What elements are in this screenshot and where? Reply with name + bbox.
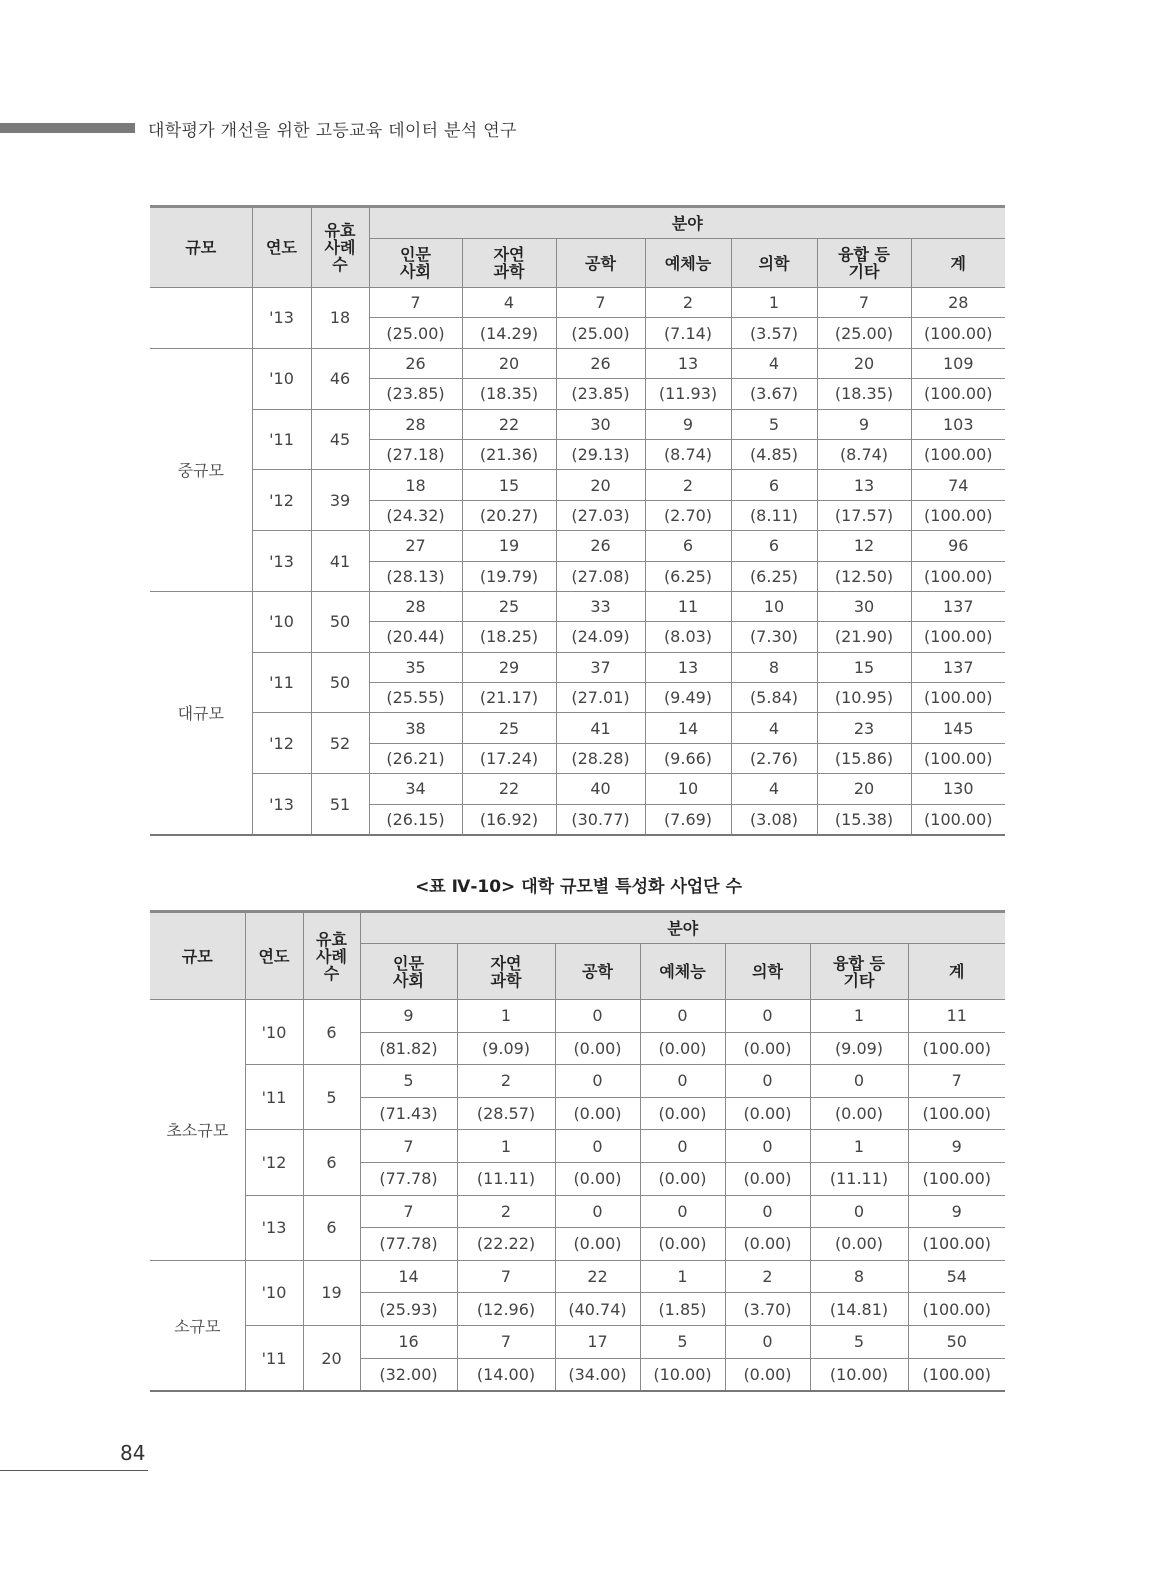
percent-cell: (0.00) — [555, 1228, 640, 1261]
percent-cell: (0.00) — [555, 1162, 640, 1195]
count-cell: 4 — [731, 348, 817, 378]
year-cell: '10 — [252, 348, 311, 409]
cases-cell: 6 — [303, 1195, 360, 1260]
count-cell: 103 — [911, 409, 1005, 439]
count-cell: 25 — [462, 713, 556, 743]
year-cell: '12 — [252, 470, 311, 531]
count-cell: 41 — [556, 713, 645, 743]
count-cell: 0 — [555, 1195, 640, 1228]
table-row — [150, 1260, 1005, 1293]
percent-cell: (3.70) — [725, 1293, 810, 1326]
percent-cell: (0.00) — [555, 1032, 640, 1065]
percent-cell: (11.93) — [645, 379, 731, 409]
count-cell: 0 — [725, 1000, 810, 1033]
count-cell: 6 — [645, 531, 731, 561]
column-header-year: 연도 — [252, 207, 311, 288]
count-cell: 5 — [640, 1325, 725, 1358]
count-cell: 6 — [731, 531, 817, 561]
cases-cell: 18 — [311, 288, 369, 349]
count-cell: 22 — [462, 409, 556, 439]
count-cell: 74 — [911, 470, 1005, 500]
count-cell: 9 — [360, 1000, 457, 1033]
count-cell: 0 — [555, 1000, 640, 1033]
percent-cell: (100.00) — [908, 1358, 1005, 1391]
count-cell: 15 — [817, 652, 911, 682]
table-row — [150, 1130, 1005, 1163]
count-cell: 2 — [457, 1195, 555, 1228]
table-field-by-size-continued — [150, 205, 1005, 836]
count-cell: 54 — [908, 1260, 1005, 1293]
count-cell: 9 — [817, 409, 911, 439]
percent-cell: (25.00) — [817, 318, 911, 348]
page-number: 84 — [120, 1441, 146, 1465]
column-header-field-0: 인문 사회 — [369, 239, 462, 288]
count-cell: 18 — [369, 470, 462, 500]
count-cell: 37 — [556, 652, 645, 682]
table-row — [150, 774, 1005, 804]
column-header-field-6: 계 — [911, 239, 1005, 288]
percent-cell: (21.90) — [817, 622, 911, 652]
count-cell: 0 — [640, 1130, 725, 1163]
percent-cell: (12.50) — [817, 561, 911, 591]
percent-cell: (8.03) — [645, 622, 731, 652]
count-cell: 50 — [908, 1325, 1005, 1358]
count-cell: 7 — [457, 1325, 555, 1358]
cases-cell: 46 — [311, 348, 369, 409]
count-cell: 5 — [810, 1325, 908, 1358]
year-cell: '10 — [245, 1260, 303, 1325]
year-cell: '12 — [252, 713, 311, 774]
percent-cell: (100.00) — [911, 379, 1005, 409]
percent-cell: (77.78) — [360, 1228, 457, 1261]
column-header-size: 규모 — [150, 207, 252, 288]
count-cell: 130 — [911, 774, 1005, 804]
count-cell: 15 — [462, 470, 556, 500]
table-caption: <표 Ⅳ-10> 대학 규모별 특성화 사업단 수 — [415, 877, 742, 897]
percent-cell: (20.27) — [462, 500, 556, 530]
count-cell: 1 — [457, 1000, 555, 1033]
column-header-field-6: 계 — [908, 944, 1005, 1000]
cases-cell: 50 — [311, 591, 369, 652]
percent-cell: (17.24) — [462, 743, 556, 773]
year-cell: '11 — [245, 1325, 303, 1391]
percent-cell: (32.00) — [360, 1358, 457, 1391]
percent-cell: (100.00) — [908, 1162, 1005, 1195]
percent-cell: (4.85) — [731, 439, 817, 469]
count-cell: 7 — [369, 288, 462, 318]
column-header-cases: 유효 사례 수 — [303, 912, 360, 1000]
percent-cell: (19.79) — [462, 561, 556, 591]
percent-cell: (26.21) — [369, 743, 462, 773]
column-header-field-5: 융합 등 기타 — [817, 239, 911, 288]
year-cell: '10 — [245, 1000, 303, 1065]
count-cell: 1 — [810, 1000, 908, 1033]
count-cell: 26 — [556, 348, 645, 378]
percent-cell: (100.00) — [911, 500, 1005, 530]
percent-cell: (14.00) — [457, 1358, 555, 1391]
column-header-year: 연도 — [245, 912, 303, 1000]
count-cell: 0 — [640, 1195, 725, 1228]
percent-cell: (100.00) — [911, 683, 1005, 713]
cases-cell: 6 — [303, 1000, 360, 1065]
count-cell: 5 — [360, 1065, 457, 1098]
count-cell: 0 — [555, 1130, 640, 1163]
percent-cell: (20.44) — [369, 622, 462, 652]
count-cell: 0 — [810, 1065, 908, 1098]
percent-cell: (15.86) — [817, 743, 911, 773]
column-header-field-1: 자연 과학 — [462, 239, 556, 288]
count-cell: 2 — [645, 288, 731, 318]
count-cell: 20 — [556, 470, 645, 500]
percent-cell: (100.00) — [911, 743, 1005, 773]
percent-cell: (28.57) — [457, 1097, 555, 1130]
count-cell: 34 — [369, 774, 462, 804]
header-row — [150, 207, 1005, 239]
count-cell: 0 — [725, 1195, 810, 1228]
count-cell: 1 — [640, 1260, 725, 1293]
count-cell: 10 — [645, 774, 731, 804]
count-cell: 11 — [908, 1000, 1005, 1033]
percent-cell: (10.95) — [817, 683, 911, 713]
table-row — [150, 652, 1005, 682]
count-cell: 8 — [731, 652, 817, 682]
table-specialization-units-by-size — [150, 910, 1005, 1392]
percent-cell: (6.25) — [645, 561, 731, 591]
size-group-label: 대규모 — [150, 591, 252, 835]
count-cell: 29 — [462, 652, 556, 682]
percent-cell: (2.70) — [645, 500, 731, 530]
count-cell: 20 — [817, 774, 911, 804]
percent-cell: (8.74) — [645, 439, 731, 469]
percent-cell: (7.14) — [645, 318, 731, 348]
percent-cell: (27.18) — [369, 439, 462, 469]
percent-cell: (11.11) — [457, 1162, 555, 1195]
column-header-field-2: 공학 — [555, 944, 640, 1000]
count-cell: 14 — [360, 1260, 457, 1293]
table-row — [150, 591, 1005, 621]
percent-cell: (27.01) — [556, 683, 645, 713]
count-cell: 14 — [645, 713, 731, 743]
percent-cell: (9.09) — [810, 1032, 908, 1065]
column-header-field: 분야 — [369, 207, 1005, 239]
percent-cell: (25.00) — [556, 318, 645, 348]
percent-cell: (5.84) — [731, 683, 817, 713]
percent-cell: (100.00) — [911, 622, 1005, 652]
count-cell: 26 — [369, 348, 462, 378]
percent-cell: (12.96) — [457, 1293, 555, 1326]
percent-cell: (25.93) — [360, 1293, 457, 1326]
count-cell: 96 — [911, 531, 1005, 561]
percent-cell: (23.85) — [369, 379, 462, 409]
year-cell: '12 — [245, 1130, 303, 1195]
count-cell: 0 — [725, 1130, 810, 1163]
count-cell: 0 — [555, 1065, 640, 1098]
size-group-label — [150, 288, 252, 349]
count-cell: 4 — [462, 288, 556, 318]
percent-cell: (0.00) — [725, 1228, 810, 1261]
percent-cell: (14.29) — [462, 318, 556, 348]
count-cell: 137 — [911, 591, 1005, 621]
percent-cell: (81.82) — [360, 1032, 457, 1065]
percent-cell: (10.00) — [640, 1358, 725, 1391]
column-header-field-2: 공학 — [556, 239, 645, 288]
cases-cell: 20 — [303, 1325, 360, 1391]
count-cell: 7 — [817, 288, 911, 318]
count-cell: 9 — [645, 409, 731, 439]
cases-cell: 39 — [311, 470, 369, 531]
count-cell: 23 — [817, 713, 911, 743]
table-row — [150, 1065, 1005, 1098]
count-cell: 2 — [725, 1260, 810, 1293]
column-header-field-4: 의학 — [731, 239, 817, 288]
count-cell: 13 — [645, 348, 731, 378]
percent-cell: (3.08) — [731, 804, 817, 835]
percent-cell: (100.00) — [908, 1228, 1005, 1261]
count-cell: 0 — [725, 1325, 810, 1358]
table-header — [150, 207, 1005, 288]
percent-cell: (6.25) — [731, 561, 817, 591]
year-cell: '13 — [252, 774, 311, 835]
count-cell: 0 — [810, 1195, 908, 1228]
percent-cell: (100.00) — [911, 318, 1005, 348]
percent-cell: (24.32) — [369, 500, 462, 530]
cases-cell: 19 — [303, 1260, 360, 1325]
count-cell: 33 — [556, 591, 645, 621]
table-row — [150, 1195, 1005, 1228]
table-header — [150, 912, 1005, 1000]
column-header-field-3: 예체능 — [640, 944, 725, 1000]
count-cell: 12 — [817, 531, 911, 561]
table-row — [150, 348, 1005, 378]
percent-cell: (0.00) — [555, 1097, 640, 1130]
percent-cell: (100.00) — [908, 1293, 1005, 1326]
percent-cell: (15.38) — [817, 804, 911, 835]
percent-cell: (18.35) — [462, 379, 556, 409]
count-cell: 8 — [810, 1260, 908, 1293]
count-cell: 1 — [457, 1130, 555, 1163]
percent-cell: (23.85) — [556, 379, 645, 409]
count-cell: 7 — [457, 1260, 555, 1293]
table-body — [150, 1000, 1005, 1392]
count-cell: 9 — [908, 1195, 1005, 1228]
percent-cell: (1.85) — [640, 1293, 725, 1326]
year-cell: '11 — [252, 409, 311, 470]
count-cell: 6 — [731, 470, 817, 500]
percent-cell: (17.57) — [817, 500, 911, 530]
cases-cell: 45 — [311, 409, 369, 470]
cases-cell: 52 — [311, 713, 369, 774]
count-cell: 28 — [369, 591, 462, 621]
percent-cell: (2.76) — [731, 743, 817, 773]
table-row — [150, 531, 1005, 561]
percent-cell: (27.03) — [556, 500, 645, 530]
percent-cell: (0.00) — [725, 1097, 810, 1130]
count-cell: 35 — [369, 652, 462, 682]
count-cell: 2 — [645, 470, 731, 500]
cases-cell: 51 — [311, 774, 369, 835]
count-cell: 5 — [731, 409, 817, 439]
percent-cell: (8.11) — [731, 500, 817, 530]
table-row — [150, 1000, 1005, 1033]
percent-cell: (7.30) — [731, 622, 817, 652]
percent-cell: (100.00) — [911, 804, 1005, 835]
percent-cell: (11.11) — [810, 1162, 908, 1195]
column-header-field-3: 예체능 — [645, 239, 731, 288]
year-cell: '13 — [252, 288, 311, 349]
count-cell: 28 — [911, 288, 1005, 318]
count-cell: 1 — [731, 288, 817, 318]
percent-cell: (16.92) — [462, 804, 556, 835]
table-body — [150, 288, 1005, 836]
count-cell: 7 — [556, 288, 645, 318]
percent-cell: (14.81) — [810, 1293, 908, 1326]
column-header-size: 규모 — [150, 912, 245, 1000]
year-cell: '10 — [252, 591, 311, 652]
cases-cell: 5 — [303, 1065, 360, 1130]
count-cell: 22 — [462, 774, 556, 804]
count-cell: 11 — [645, 591, 731, 621]
percent-cell: (3.57) — [731, 318, 817, 348]
percent-cell: (28.13) — [369, 561, 462, 591]
percent-cell: (27.08) — [556, 561, 645, 591]
count-cell: 7 — [360, 1195, 457, 1228]
size-group-label: 초소규모 — [150, 1000, 245, 1261]
percent-cell: (0.00) — [725, 1032, 810, 1065]
percent-cell: (29.13) — [556, 439, 645, 469]
year-cell: '13 — [245, 1195, 303, 1260]
count-cell: 38 — [369, 713, 462, 743]
column-header-cases: 유효 사례 수 — [311, 207, 369, 288]
percent-cell: (18.35) — [817, 379, 911, 409]
count-cell: 22 — [555, 1260, 640, 1293]
table-row — [150, 288, 1005, 318]
count-cell: 145 — [911, 713, 1005, 743]
size-group-label: 중규모 — [150, 348, 252, 591]
percent-cell: (100.00) — [911, 439, 1005, 469]
footer-rule — [0, 1470, 148, 1471]
count-cell: 2 — [457, 1065, 555, 1098]
percent-cell: (9.66) — [645, 743, 731, 773]
count-cell: 0 — [640, 1065, 725, 1098]
percent-cell: (25.00) — [369, 318, 462, 348]
count-cell: 30 — [817, 591, 911, 621]
size-group-label: 소규모 — [150, 1260, 245, 1391]
count-cell: 27 — [369, 531, 462, 561]
percent-cell: (18.25) — [462, 622, 556, 652]
percent-cell: (21.17) — [462, 683, 556, 713]
year-cell: '11 — [245, 1065, 303, 1130]
percent-cell: (100.00) — [908, 1032, 1005, 1065]
percent-cell: (26.15) — [369, 804, 462, 835]
count-cell: 13 — [645, 652, 731, 682]
header-row — [150, 912, 1005, 944]
count-cell: 20 — [462, 348, 556, 378]
cases-cell: 41 — [311, 531, 369, 592]
column-header-field-1: 자연 과학 — [457, 944, 555, 1000]
year-cell: '13 — [252, 531, 311, 592]
count-cell: 26 — [556, 531, 645, 561]
percent-cell: (100.00) — [911, 561, 1005, 591]
percent-cell: (0.00) — [725, 1358, 810, 1391]
percent-cell: (0.00) — [810, 1097, 908, 1130]
table-row — [150, 1325, 1005, 1358]
percent-cell: (0.00) — [640, 1032, 725, 1065]
percent-cell: (25.55) — [369, 683, 462, 713]
percent-cell: (0.00) — [725, 1162, 810, 1195]
percent-cell: (71.43) — [360, 1097, 457, 1130]
count-cell: 1 — [810, 1130, 908, 1163]
count-cell: 40 — [556, 774, 645, 804]
table-row — [150, 409, 1005, 439]
column-header-field-0: 인문 사회 — [360, 944, 457, 1000]
percent-cell: (24.09) — [556, 622, 645, 652]
column-header-field: 분야 — [360, 912, 1005, 944]
percent-cell: (9.49) — [645, 683, 731, 713]
count-cell: 0 — [725, 1065, 810, 1098]
table-row — [150, 713, 1005, 743]
percent-cell: (0.00) — [640, 1097, 725, 1130]
count-cell: 4 — [731, 774, 817, 804]
count-cell: 16 — [360, 1325, 457, 1358]
count-cell: 9 — [908, 1130, 1005, 1163]
count-cell: 28 — [369, 409, 462, 439]
year-cell: '11 — [252, 652, 311, 713]
percent-cell: (28.28) — [556, 743, 645, 773]
count-cell: 7 — [360, 1130, 457, 1163]
count-cell: 13 — [817, 470, 911, 500]
count-cell: 7 — [908, 1065, 1005, 1098]
count-cell: 4 — [731, 713, 817, 743]
percent-cell: (40.74) — [555, 1293, 640, 1326]
running-header-title: 대학평가 개선을 위한 고등교육 데이터 분석 연구 — [148, 121, 517, 141]
count-cell: 0 — [640, 1000, 725, 1033]
count-cell: 20 — [817, 348, 911, 378]
count-cell: 19 — [462, 531, 556, 561]
count-cell: 17 — [555, 1325, 640, 1358]
percent-cell: (30.77) — [556, 804, 645, 835]
count-cell: 109 — [911, 348, 1005, 378]
count-cell: 25 — [462, 591, 556, 621]
column-header-field-5: 융합 등 기타 — [810, 944, 908, 1000]
percent-cell: (10.00) — [810, 1358, 908, 1391]
count-cell: 137 — [911, 652, 1005, 682]
percent-cell: (21.36) — [462, 439, 556, 469]
percent-cell: (8.74) — [817, 439, 911, 469]
cases-cell: 6 — [303, 1130, 360, 1195]
header-bar — [0, 123, 135, 133]
count-cell: 30 — [556, 409, 645, 439]
cases-cell: 50 — [311, 652, 369, 713]
percent-cell: (22.22) — [457, 1228, 555, 1261]
percent-cell: (3.67) — [731, 379, 817, 409]
percent-cell: (0.00) — [640, 1162, 725, 1195]
percent-cell: (0.00) — [810, 1228, 908, 1261]
percent-cell: (7.69) — [645, 804, 731, 835]
percent-cell: (9.09) — [457, 1032, 555, 1065]
column-header-field-4: 의학 — [725, 944, 810, 1000]
percent-cell: (100.00) — [908, 1097, 1005, 1130]
percent-cell: (0.00) — [640, 1228, 725, 1261]
count-cell: 10 — [731, 591, 817, 621]
percent-cell: (34.00) — [555, 1358, 640, 1391]
percent-cell: (77.78) — [360, 1162, 457, 1195]
table-row — [150, 470, 1005, 500]
